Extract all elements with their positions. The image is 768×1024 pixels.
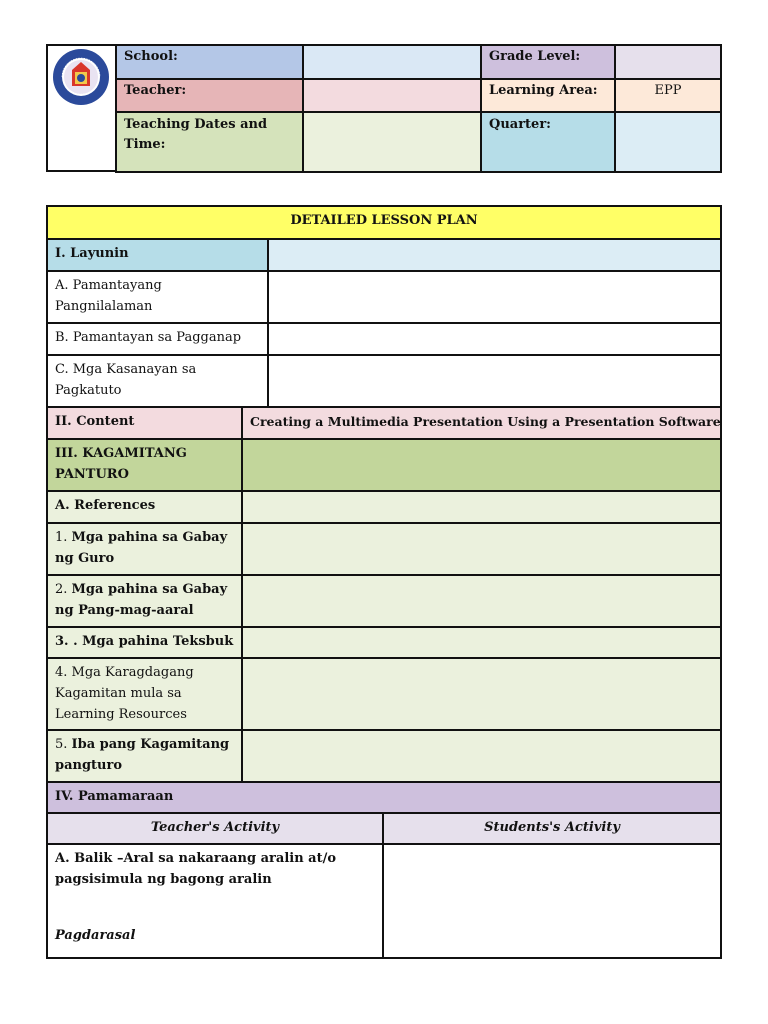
lesson-plan-table: [46, 205, 722, 959]
pamantayang-label: A. Pamantayang Pangnilalaman: [55, 278, 162, 314]
content-value-cell: [243, 408, 720, 438]
ref1-number: 1.: [55, 530, 68, 545]
teacher-value-field[interactable]: [304, 80, 480, 111]
dates-label-cell: [117, 113, 302, 171]
kasanayan-label: C. Mga Kasanayan sa Pagkatuto: [55, 362, 197, 398]
ref1-value-field[interactable]: [243, 524, 720, 574]
ref2-value-field[interactable]: [243, 576, 720, 626]
references-value-field[interactable]: [243, 492, 720, 522]
school-value-field[interactable]: [304, 46, 480, 78]
content-label-cell: [48, 408, 241, 438]
students-activity-cell[interactable]: [384, 845, 720, 957]
plan-title: DETAILED LESSON PLAN: [290, 213, 478, 228]
plan-title-cell: [48, 207, 720, 238]
kagamitan-label: III. KAGAMITANG PANTURO: [55, 446, 187, 482]
area-value-field[interactable]: [616, 80, 720, 111]
ref4-label: 4. Mga Karagdagang Kagamitan mula sa Learning Resources: [55, 665, 194, 722]
layunin-label: I. Layunin: [55, 246, 129, 261]
grade-value-field[interactable]: [616, 46, 720, 78]
students-activity-label: Students's Activity: [484, 820, 620, 835]
ref5-label: Iba pang Kagamitang pangturo: [55, 737, 230, 773]
ref2-label-cell: [48, 576, 241, 626]
teacher-activity-cell[interactable]: [48, 845, 382, 957]
grade-label: Grade Level:: [489, 49, 581, 64]
ref1-label: Mga pahina sa Gabay ng Guro: [55, 530, 228, 566]
area-label: Learning Area:: [489, 83, 598, 98]
ref5-value-field[interactable]: [243, 731, 720, 781]
teacher-label-cell: [117, 80, 302, 111]
pamantayan-label-cell: [48, 324, 267, 354]
balik-aral-text: A. Balik –Aral sa nakaraang aralin at/o pagsisimula ng bagong aralin: [55, 851, 337, 887]
school-label: School:: [124, 49, 178, 64]
ref1-label-cell: [48, 524, 241, 574]
pamantayang-label-cell: [48, 272, 267, 322]
content-label: II. Content: [55, 414, 135, 429]
kagamitan-label-cell: [48, 440, 241, 490]
ref3-value-field[interactable]: [243, 628, 720, 657]
teacher-activity-label: Teacher's Activity: [150, 820, 280, 835]
ref5-number: 5.: [55, 737, 68, 752]
pamantayan-value-field[interactable]: [269, 324, 720, 354]
pamantayang-value-field[interactable]: [269, 272, 720, 322]
dates-label: Teaching Dates and Time:: [124, 117, 268, 152]
header-table: [115, 44, 722, 173]
school-label-cell: [117, 46, 302, 78]
references-label-cell: [48, 492, 241, 522]
ref3-label: 3. . Mga pahina Teksbuk: [55, 634, 234, 649]
quarter-label-cell: [482, 113, 614, 171]
quarter-label: Quarter:: [489, 117, 551, 132]
pamamaraan-cell: [48, 783, 720, 812]
ref2-number: 2.: [55, 582, 68, 597]
deped-seal-icon: [52, 48, 110, 106]
layunin-value-field[interactable]: [269, 240, 720, 270]
references-label: A. References: [55, 498, 156, 513]
layunin-label-cell: [48, 240, 267, 270]
pagdarasal-text: Pagdarasal: [55, 928, 136, 943]
ref5-label-cell: [48, 731, 241, 781]
quarter-value-field[interactable]: [616, 113, 720, 171]
students-activity-header: [384, 814, 720, 843]
kasanayan-label-cell: [48, 356, 267, 406]
area-label-cell: [482, 80, 614, 111]
teacher-activity-header: [48, 814, 382, 843]
grade-label-cell: [482, 46, 614, 78]
kasanayan-value-field[interactable]: [269, 356, 720, 406]
pamantayan-label: B. Pamantayan sa Pagganap: [55, 330, 242, 345]
ref2-label: Mga pahina sa Gabay ng Pang-mag-aaral: [55, 582, 228, 618]
area-value: EPP: [654, 83, 682, 98]
ref3-label-cell: [48, 628, 241, 657]
pamamaraan-label: IV. Pamamaraan: [55, 789, 174, 804]
ref4-value-field[interactable]: [243, 659, 720, 729]
dates-value-field[interactable]: [304, 113, 480, 171]
content-value: Creating a Multimedia Presentation Using a Presentation Software: [250, 414, 721, 429]
teacher-label: Teacher:: [124, 83, 187, 98]
kagamitan-value-field[interactable]: [243, 440, 720, 490]
ref4-label-cell: [48, 659, 241, 729]
